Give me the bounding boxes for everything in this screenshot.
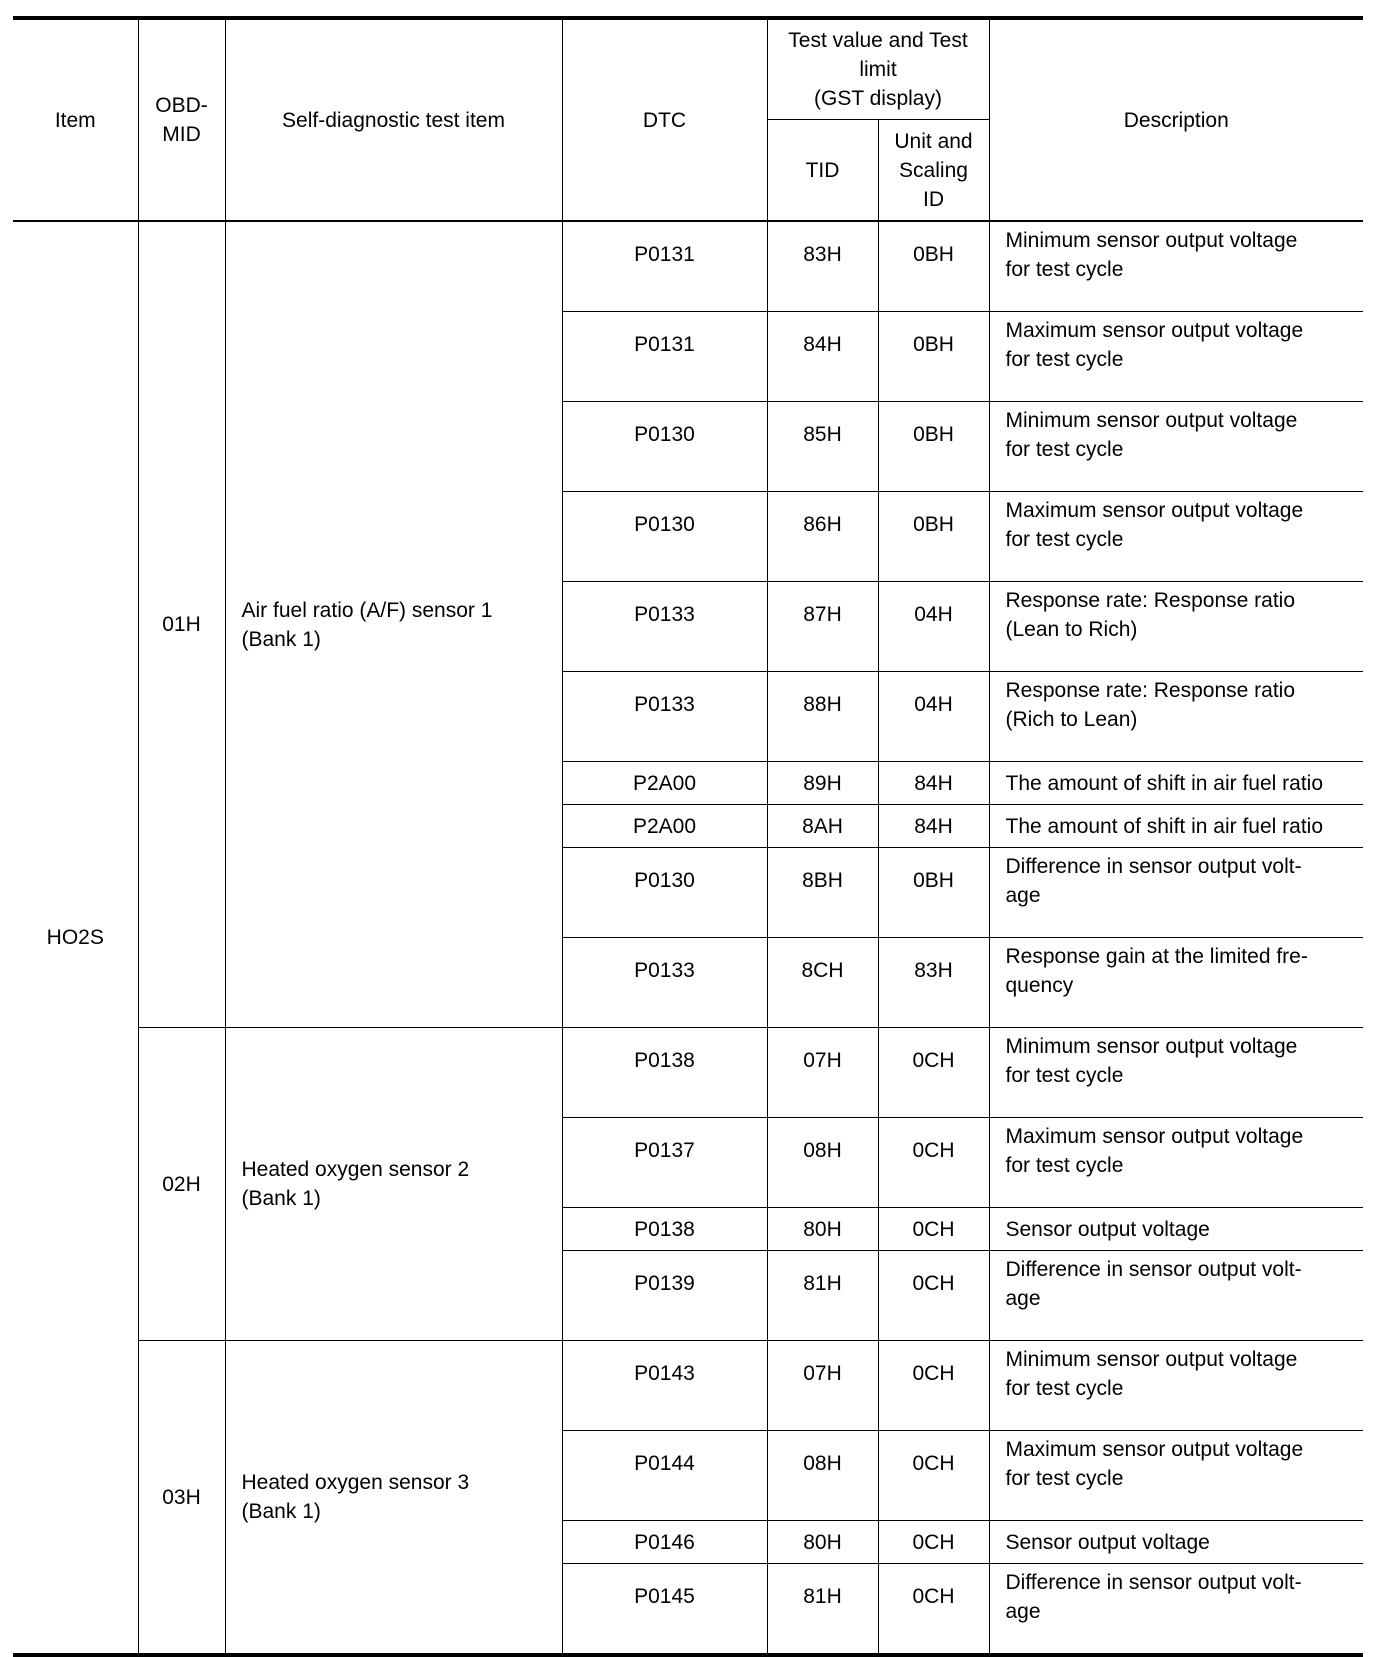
- table-row: [13, 1028, 1363, 1118]
- unit-scaling-cell: 0BH: [878, 492, 989, 582]
- obd-test-table: [13, 16, 1363, 1657]
- table-row: [13, 1341, 1363, 1431]
- dtc-cell: P0130: [562, 402, 767, 492]
- tid-cell: 08H: [767, 1431, 878, 1521]
- description-cell: Maximum sensor output voltage for test cycle: [989, 1118, 1363, 1208]
- obd-mid-cell: 02H: [138, 1028, 225, 1341]
- header-test-value: Test value and Test limit (GST display): [767, 18, 989, 120]
- unit-scaling-cell: 0CH: [878, 1251, 989, 1341]
- dtc-cell: P0131: [562, 221, 767, 312]
- unit-scaling-cell: 0CH: [878, 1208, 989, 1251]
- test-item-cell: Heated oxygen sensor 3 (Bank 1): [225, 1341, 562, 1656]
- description-cell: Difference in sensor output volt- age: [989, 1564, 1363, 1656]
- unit-scaling-cell: 0BH: [878, 312, 989, 402]
- tid-cell: 07H: [767, 1341, 878, 1431]
- dtc-cell: P0133: [562, 938, 767, 1028]
- unit-scaling-cell: 0CH: [878, 1028, 989, 1118]
- dtc-cell: P0139: [562, 1251, 767, 1341]
- description-cell: Sensor output voltage: [989, 1208, 1363, 1251]
- tid-cell: 80H: [767, 1208, 878, 1251]
- dtc-cell: P0145: [562, 1564, 767, 1656]
- unit-scaling-cell: 83H: [878, 938, 989, 1028]
- tid-cell: 85H: [767, 402, 878, 492]
- unit-scaling-cell: 0CH: [878, 1341, 989, 1431]
- dtc-cell: P2A00: [562, 805, 767, 848]
- unit-scaling-cell: 0BH: [878, 402, 989, 492]
- dtc-cell: P0137: [562, 1118, 767, 1208]
- description-cell: Maximum sensor output voltage for test cycle: [989, 492, 1363, 582]
- obd-mid-cell: 03H: [138, 1341, 225, 1656]
- dtc-cell: P0138: [562, 1028, 767, 1118]
- dtc-cell: P0138: [562, 1208, 767, 1251]
- unit-scaling-cell: 04H: [878, 582, 989, 672]
- dtc-cell: P0133: [562, 672, 767, 762]
- unit-scaling-cell: 04H: [878, 672, 989, 762]
- description-cell: Sensor output voltage: [989, 1521, 1363, 1564]
- unit-scaling-cell: 84H: [878, 805, 989, 848]
- tid-cell: 80H: [767, 1521, 878, 1564]
- dtc-cell: P0130: [562, 848, 767, 938]
- header-unit-scaling: Unit and Scaling ID: [878, 120, 989, 222]
- unit-scaling-cell: 0CH: [878, 1521, 989, 1564]
- header-obd-mid: OBD- MID: [138, 18, 225, 221]
- description-cell: Response rate: Response ratio (Rich to Lean): [989, 672, 1363, 762]
- tid-cell: 84H: [767, 312, 878, 402]
- dtc-cell: P0144: [562, 1431, 767, 1521]
- header-description: Description: [989, 18, 1363, 221]
- dtc-cell: P0131: [562, 312, 767, 402]
- tid-cell: 86H: [767, 492, 878, 582]
- header-tid: TID: [767, 120, 878, 222]
- test-item-cell: Heated oxygen sensor 2 (Bank 1): [225, 1028, 562, 1341]
- obd-mid-cell: 01H: [138, 221, 225, 1028]
- test-item-cell: Air fuel ratio (A/F) sensor 1 (Bank 1): [225, 221, 562, 1028]
- description-cell: Difference in sensor output volt- age: [989, 1251, 1363, 1341]
- table-body: [13, 221, 1363, 1655]
- description-cell: Maximum sensor output voltage for test cycle: [989, 1431, 1363, 1521]
- header-test-item: Self-diagnostic test item: [225, 18, 562, 221]
- tid-cell: 88H: [767, 672, 878, 762]
- description-cell: The amount of shift in air fuel ratio: [989, 805, 1363, 848]
- header-dtc: DTC: [562, 18, 767, 221]
- description-cell: Minimum sensor output voltage for test cycle: [989, 221, 1363, 312]
- unit-scaling-cell: 0CH: [878, 1118, 989, 1208]
- tid-cell: 89H: [767, 762, 878, 805]
- unit-scaling-cell: 0CH: [878, 1431, 989, 1521]
- tid-cell: 8AH: [767, 805, 878, 848]
- description-cell: Maximum sensor output voltage for test cycle: [989, 312, 1363, 402]
- tid-cell: 07H: [767, 1028, 878, 1118]
- item-cell: HO2S: [13, 221, 138, 1655]
- tid-cell: 81H: [767, 1564, 878, 1656]
- tid-cell: 8CH: [767, 938, 878, 1028]
- tid-cell: 81H: [767, 1251, 878, 1341]
- tid-cell: 8BH: [767, 848, 878, 938]
- dtc-cell: P2A00: [562, 762, 767, 805]
- tid-cell: 87H: [767, 582, 878, 672]
- tid-cell: 83H: [767, 221, 878, 312]
- unit-scaling-cell: 0CH: [878, 1564, 989, 1656]
- description-cell: Minimum sensor output voltage for test cycle: [989, 1341, 1363, 1431]
- description-cell: Response rate: Response ratio (Lean to Rich): [989, 582, 1363, 672]
- table-row: [13, 221, 1363, 312]
- description-cell: Difference in sensor output volt- age: [989, 848, 1363, 938]
- unit-scaling-cell: 84H: [878, 762, 989, 805]
- description-cell: The amount of shift in air fuel ratio: [989, 762, 1363, 805]
- dtc-cell: P0133: [562, 582, 767, 672]
- unit-scaling-cell: 0BH: [878, 848, 989, 938]
- unit-scaling-cell: 0BH: [878, 221, 989, 312]
- description-cell: Minimum sensor output voltage for test cycle: [989, 1028, 1363, 1118]
- dtc-cell: P0143: [562, 1341, 767, 1431]
- description-cell: Minimum sensor output voltage for test cycle: [989, 402, 1363, 492]
- header-item: Item: [13, 18, 138, 221]
- description-cell: Response gain at the limited fre- quency: [989, 938, 1363, 1028]
- tid-cell: 08H: [767, 1118, 878, 1208]
- dtc-cell: P0146: [562, 1521, 767, 1564]
- dtc-cell: P0130: [562, 492, 767, 582]
